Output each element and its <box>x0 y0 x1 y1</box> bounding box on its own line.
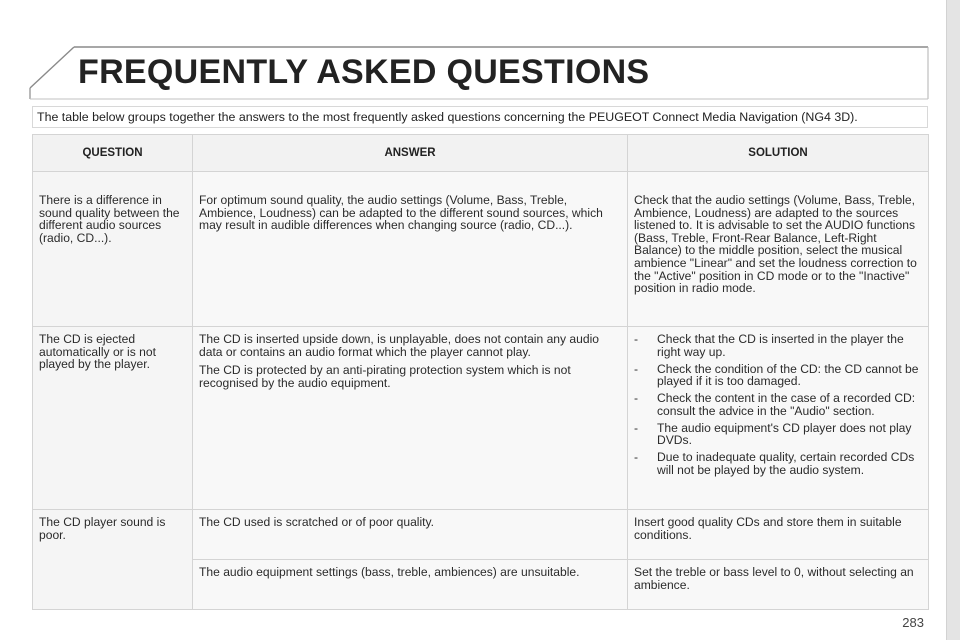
header-answer: ANSWER <box>193 135 628 172</box>
list-dash: - <box>634 450 639 465</box>
answer-text: The CD used is scratched or of poor quality. <box>199 515 435 529</box>
list-item: - Check the condition of the CD: the CD cannot be played if it is too damaged. <box>634 361 919 389</box>
question-cell <box>33 172 193 327</box>
header-question: QUESTION <box>33 135 193 172</box>
list-item: - The audio equipment's CD player does not play DVDs. <box>634 420 912 448</box>
table-row <box>33 172 929 327</box>
list-item: - Check the content in the case of a recorded CD: consult the advice in the "Audio" section. <box>634 391 916 418</box>
question-cell <box>33 327 193 510</box>
answer-text: The audio equipment settings (bass, treble, ambiences) are unsuitable. <box>199 565 580 579</box>
intro-text: The table below groups together the answers to the most frequently asked questions concerning the PEUGEOT Connect Media Navigation (NG4 3D). <box>32 106 928 128</box>
answer-cell <box>193 172 628 327</box>
solution-text: Set the treble or bass level to 0, without selecting an ambience. <box>634 565 914 592</box>
answer-text: The CD is protected by an anti-pirating protection system which is not recognised by the audio equipment. <box>199 363 571 390</box>
answer-cell <box>193 327 628 510</box>
answer-text: For optimum sound quality, the audio settings (Volume, Bass, Treble, Ambience, Loudness) can be adapted to the different sound sources, which may result in audible differences when changing source (radio, CD...). <box>199 193 603 233</box>
solution-text: Check that the audio settings (Volume, Bass, Treble, Ambience, Loudness) are adapted to the sources listened to. It is advisable to set the AUDIO functions (Bass, Treble, Front-Rear Balance, Left-Right Balance) to the middle position, select the musical ambience "Linear" and set the loudness correction to the "Active" position in CD mode or to the "Inactive" position in radio mode. <box>634 193 917 296</box>
page-number: 283 <box>902 615 924 630</box>
table-row <box>33 510 929 560</box>
question-text: The CD is ejected automatically or is not played by the player. <box>39 332 156 372</box>
solution-cell <box>628 510 929 560</box>
answer-cell <box>193 560 628 610</box>
question-text: The CD player sound is poor. <box>39 515 166 542</box>
table-row <box>33 327 929 510</box>
list-dash: - <box>634 361 639 376</box>
answer-cell <box>193 510 628 560</box>
question-cell <box>33 510 193 610</box>
list-item: - Due to inadequate quality, certain recorded CDs will not be played by the audio system. <box>634 450 915 477</box>
solution-text: Insert good quality CDs and store them in suitable conditions. <box>634 515 902 542</box>
solution-cell <box>628 560 929 610</box>
list-item: - Check that the CD is inserted in the player the right way up. <box>634 332 904 359</box>
solution-cell <box>628 327 929 510</box>
solution-cell <box>628 172 929 327</box>
solution-list <box>634 333 922 477</box>
answer-text: The CD is inserted upside down, is unplayable, does not contain any audio data or contains an audio format which the player cannot play. <box>199 332 600 359</box>
page-title: FREQUENTLY ASKED QUESTIONS <box>78 53 650 91</box>
list-dash: - <box>634 391 639 406</box>
list-dash: - <box>634 332 639 346</box>
header-solution: SOLUTION <box>628 135 929 172</box>
question-text: There is a difference in sound quality between the different audio sources (radio, CD...). <box>39 193 180 245</box>
page-edge-strip <box>946 0 960 640</box>
table-header-row <box>33 135 929 172</box>
list-dash: - <box>634 420 639 435</box>
faq-table <box>32 134 929 610</box>
